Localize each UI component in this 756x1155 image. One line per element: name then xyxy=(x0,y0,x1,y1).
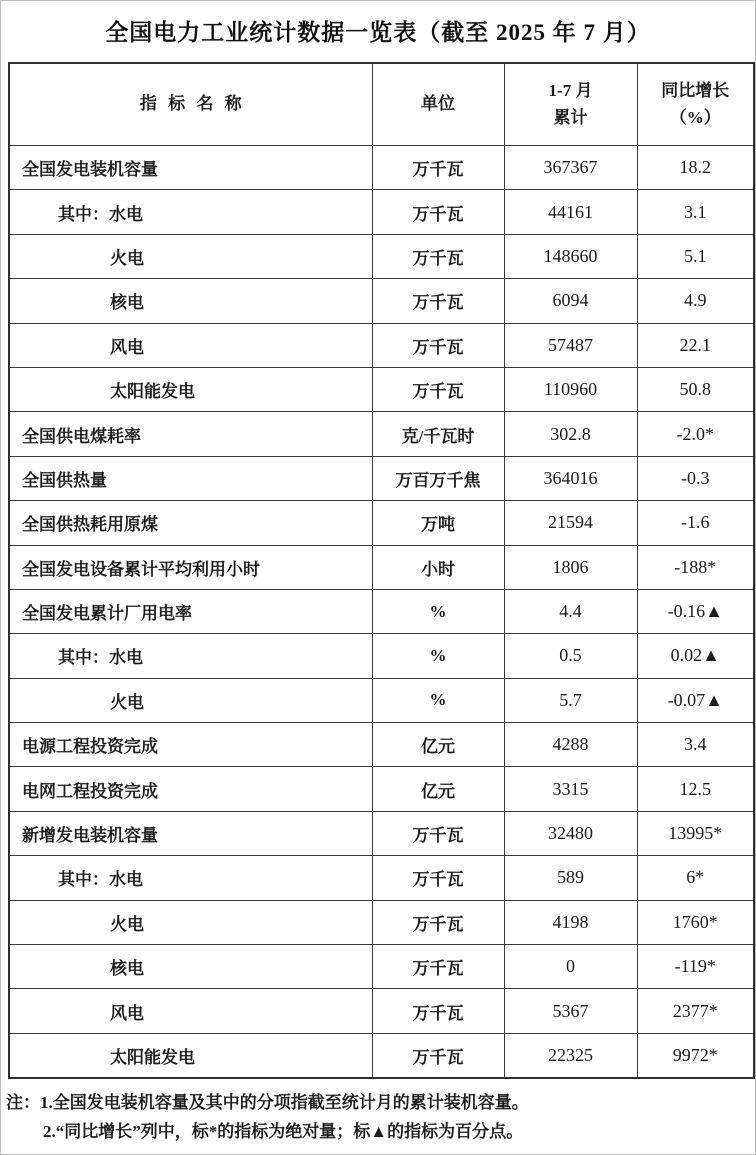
table-header xyxy=(9,63,754,146)
indicator-cell: 核电 xyxy=(9,279,372,323)
table-row xyxy=(9,989,754,1033)
indicator-cell: 电网工程投资完成 xyxy=(9,767,372,811)
unit-cell: 万千瓦 xyxy=(372,811,504,855)
growth-cell: -188* xyxy=(637,545,754,589)
table-row xyxy=(9,589,754,633)
unit-cell: 万千瓦 xyxy=(372,367,504,411)
unit-cell: 亿元 xyxy=(372,767,504,811)
value-cell: 4198 xyxy=(504,900,637,944)
table-row xyxy=(9,234,754,278)
header-growth-line1: 同比增长 xyxy=(661,81,730,101)
growth-cell: -119* xyxy=(637,945,754,989)
indicator-cell: 太阳能发电 xyxy=(9,1033,372,1078)
indicator-cell: 风电 xyxy=(9,323,372,367)
table-row xyxy=(9,767,754,811)
statistics-table xyxy=(8,62,755,1079)
table-row xyxy=(9,501,754,545)
value-cell: 57487 xyxy=(504,323,637,367)
indicator-cell: 全国供电煤耗率 xyxy=(9,412,372,456)
table-row xyxy=(9,412,754,456)
table-row xyxy=(9,856,754,900)
growth-cell: 50.8 xyxy=(637,367,754,411)
indicator-cell: 火电 xyxy=(9,234,372,278)
growth-cell: 3.4 xyxy=(637,723,754,767)
indicator-cell: 全国供热量 xyxy=(9,456,372,500)
value-cell: 364016 xyxy=(504,456,637,500)
value-cell: 22325 xyxy=(504,1033,637,1078)
unit-cell: 万千瓦 xyxy=(372,234,504,278)
header-period-line1: 1-7 月 xyxy=(548,81,593,101)
unit-cell: 万千瓦 xyxy=(372,190,504,234)
table-body xyxy=(9,146,754,1079)
unit-cell: 万千瓦 xyxy=(372,323,504,367)
value-cell: 3315 xyxy=(504,767,637,811)
value-cell: 21594 xyxy=(504,501,637,545)
table-row xyxy=(9,367,754,411)
header-unit: 单位 xyxy=(372,63,504,146)
growth-cell: 22.1 xyxy=(637,323,754,367)
table-row xyxy=(9,545,754,589)
table-row xyxy=(9,146,754,190)
indicator-cell: 全国发电累计厂用电率 xyxy=(9,589,372,633)
unit-cell: 万千瓦 xyxy=(372,1033,504,1078)
table-row xyxy=(9,900,754,944)
indicator-cell: 火电 xyxy=(9,900,372,944)
indicator-cell: 其中：水电 xyxy=(9,856,372,900)
unit-cell: 万千瓦 xyxy=(372,279,504,323)
table-row xyxy=(9,456,754,500)
growth-cell: 12.5 xyxy=(637,767,754,811)
value-cell: 148660 xyxy=(504,234,637,278)
value-cell: 0.5 xyxy=(504,634,637,678)
indicator-cell: 其中：水电 xyxy=(9,190,372,234)
unit-cell: 万吨 xyxy=(372,501,504,545)
value-cell: 110960 xyxy=(504,367,637,411)
indicator-cell: 核电 xyxy=(9,945,372,989)
table-row xyxy=(9,323,754,367)
growth-cell: -1.6 xyxy=(637,501,754,545)
unit-cell: 万千瓦 xyxy=(372,989,504,1033)
value-cell: 44161 xyxy=(504,190,637,234)
value-cell: 367367 xyxy=(504,146,637,190)
table-row xyxy=(9,811,754,855)
growth-cell: -0.07▲ xyxy=(637,678,754,722)
table-row xyxy=(9,190,754,234)
footnote-2 xyxy=(6,1117,755,1146)
footnotes xyxy=(6,1088,755,1146)
value-cell: 589 xyxy=(504,856,637,900)
indicator-cell: 火电 xyxy=(9,678,372,722)
growth-cell: 2377* xyxy=(637,989,754,1033)
growth-cell: 9972* xyxy=(637,1033,754,1078)
unit-cell: 小时 xyxy=(372,545,504,589)
value-cell: 5.7 xyxy=(504,678,637,722)
indicator-cell: 全国发电设备累计平均利用小时 xyxy=(9,545,372,589)
unit-cell: 万千瓦 xyxy=(372,146,504,190)
indicator-cell: 其中：水电 xyxy=(9,634,372,678)
unit-cell: 克/千瓦时 xyxy=(372,412,504,456)
header-growth-line2: （%） xyxy=(669,107,721,127)
value-cell: 4288 xyxy=(504,723,637,767)
unit-cell: 万千瓦 xyxy=(372,900,504,944)
footnote-2-text: 2.“同比增长”列中，标*的指标为绝对量；标▲的指标为百分点。 xyxy=(43,1122,524,1142)
value-cell: 5367 xyxy=(504,989,637,1033)
header-row xyxy=(9,63,754,146)
indicator-cell: 全国供热耗用原煤 xyxy=(9,501,372,545)
header-period-line2: 累计 xyxy=(553,107,588,127)
footnote-prefix: 注： xyxy=(6,1093,40,1113)
header-period-total xyxy=(504,63,637,146)
unit-cell: % xyxy=(372,634,504,678)
unit-cell: 万千瓦 xyxy=(372,856,504,900)
indicator-cell: 风电 xyxy=(9,989,372,1033)
growth-cell: 3.1 xyxy=(637,190,754,234)
growth-cell: 13995* xyxy=(637,811,754,855)
footnote-1-text: 1.全国发电装机容量及其中的分项指截至统计月的累计装机容量。 xyxy=(40,1093,529,1113)
indicator-cell: 全国发电装机容量 xyxy=(9,146,372,190)
table-row xyxy=(9,678,754,722)
unit-cell: 万千瓦 xyxy=(372,945,504,989)
growth-cell: 0.02▲ xyxy=(637,634,754,678)
header-indicator-name: 指 标 名 称 xyxy=(9,63,372,146)
table-row xyxy=(9,945,754,989)
growth-cell: 6* xyxy=(637,856,754,900)
indicator-cell: 电源工程投资完成 xyxy=(9,723,372,767)
growth-cell: -2.0* xyxy=(637,412,754,456)
page-title: 全国电力工业统计数据一览表（截至 2025 年 7 月） xyxy=(105,20,651,45)
indicator-cell: 新增发电装机容量 xyxy=(9,811,372,855)
indicator-cell: 太阳能发电 xyxy=(9,367,372,411)
unit-cell: 亿元 xyxy=(372,723,504,767)
growth-cell: 18.2 xyxy=(637,146,754,190)
footnote-1 xyxy=(6,1088,755,1117)
unit-cell: % xyxy=(372,589,504,633)
growth-cell: 4.9 xyxy=(637,279,754,323)
value-cell: 4.4 xyxy=(504,589,637,633)
header-yoy-growth xyxy=(637,63,754,146)
table-row xyxy=(9,279,754,323)
value-cell: 6094 xyxy=(504,279,637,323)
table-row xyxy=(9,1033,754,1078)
unit-cell: % xyxy=(372,678,504,722)
value-cell: 1806 xyxy=(504,545,637,589)
table-row xyxy=(9,634,754,678)
value-cell: 32480 xyxy=(504,811,637,855)
growth-cell: -0.3 xyxy=(637,456,754,500)
growth-cell: 5.1 xyxy=(637,234,754,278)
unit-cell: 万百万千焦 xyxy=(372,456,504,500)
value-cell: 0 xyxy=(504,945,637,989)
growth-cell: -0.16▲ xyxy=(637,589,754,633)
growth-cell: 1760* xyxy=(637,900,754,944)
value-cell: 302.8 xyxy=(504,412,637,456)
table-row xyxy=(9,723,754,767)
